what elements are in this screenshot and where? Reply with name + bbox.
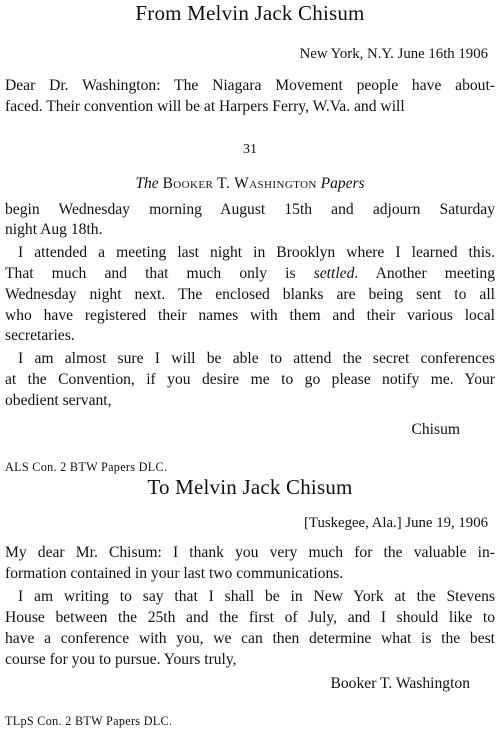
settled-suffix: . [354, 265, 359, 282]
letter1-cont-line-4-end: Another meeting [375, 265, 496, 282]
letter1-line-2: faced. Their convention will be at Harpers Ferry, W.Va. and will [5, 98, 405, 115]
letter1-cont-line-6: who have registered their names with them and their various local [5, 307, 495, 324]
letter2-source-note: TLpS Con. 2 BTW Papers DLC. [5, 714, 173, 728]
letter2-line-4: House between the 25th and the first of July, and I should like to [5, 609, 495, 626]
letter1-source-note: ALS Con. 2 BTW Papers DLC. [5, 460, 168, 474]
letter1-cont-line-9: at the Convention, if you desire me to go please notify me. Your [5, 371, 495, 388]
letter1-cont-line-1: begin Wednesday morning August 15th and adjourn Saturday [5, 201, 495, 218]
letter2-dateline: [Tuskegee, Ala.] June 19, 1906 [304, 515, 488, 531]
letter1-dateline: New York, N.Y. June 16th 1906 [299, 46, 488, 62]
letter2-line-1: My dear Mr. Chisum: I thank you very much for the valuable in- [5, 544, 495, 561]
settled-word: settled [313, 265, 355, 282]
running-head-suffix: Papers [320, 175, 365, 192]
letter1-signature: Chisum [411, 421, 460, 438]
running-head [0, 174, 500, 193]
page-number: 31 [243, 142, 257, 157]
letter2-heading: To Melvin Jack Chisum [147, 475, 353, 499]
letter1-line-1: Dear Dr. Washington: The Niagara Movement people have about- [5, 77, 495, 94]
letter1-cont-line-2: night Aug 18th. [5, 221, 103, 238]
letter2-line-3: I am writing to say that I shall be in New York at the Stevens [18, 588, 495, 605]
settled-prefix: That much and that much only is [5, 265, 296, 282]
running-head-prefix: The [135, 175, 159, 192]
letter1-cont-line-3: I attended a meeting last night in Brooklyn where I learned this. [18, 244, 495, 261]
letter1-cont-line-4 [5, 264, 495, 283]
letter2-line-6: course for you to pursue. Yours truly, [5, 651, 237, 668]
letter1-cont-line-7: secretaries. [5, 327, 75, 344]
letter1-cont-line-10: obedient servant, [5, 392, 112, 409]
running-head-name: Booker T. Washington [162, 175, 317, 192]
letter1-heading: From Melvin Jack Chisum [135, 1, 365, 25]
letter2-signature: Booker T. Washington [330, 675, 470, 692]
letter1-cont-line-5: Wednesday night next. The enclosed blanks are being sent to all [5, 286, 495, 303]
letter2-line-5: have a conference with you, we can then determine what is the best [5, 630, 495, 647]
letter1-cont-line-8: I am almost sure I will be able to attend the secret conferences [18, 350, 495, 367]
letter2-line-2: formation contained in your last two communications. [5, 565, 344, 582]
